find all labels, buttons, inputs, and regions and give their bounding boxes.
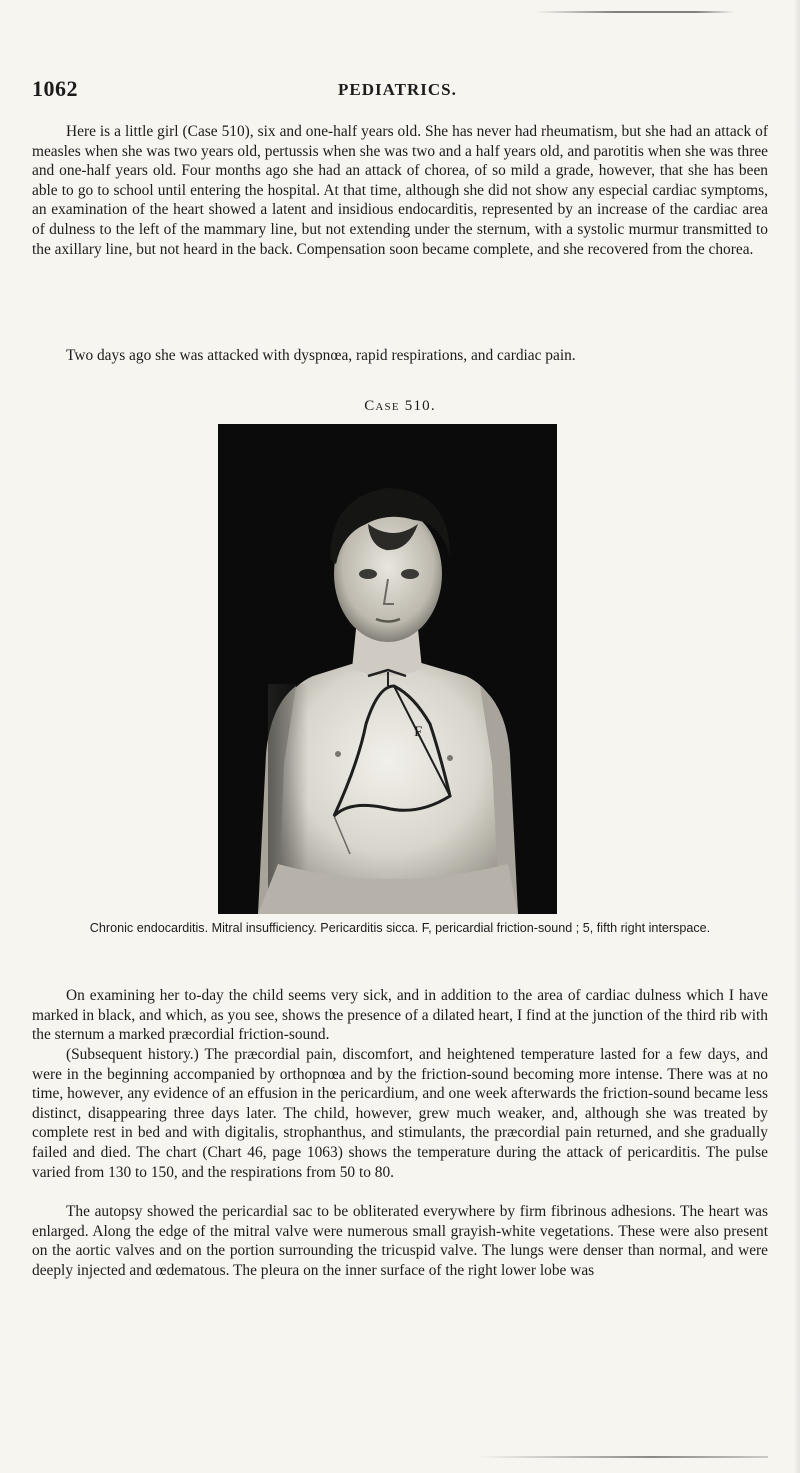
paragraph-examination: On examining her to-day the child seems very sick, and in addition to the area of cardiac dulness which I have marked in black, and which, as you see, shows the presence of a dilated heart, I find at the junction of the third rib with the sternum a marked præcordial friction-sound. (32, 987, 768, 1044)
top-scan-rule (535, 11, 735, 13)
paragraph-present-attack: Two days ago she was attacked with dyspnœa, rapid respirations, and cardiac pain. (66, 347, 576, 364)
page-number: 1062 (32, 76, 78, 101)
paragraph-subsequent-history: (Subsequent history.) The præcordial pain, discomfort, and heightened temperature lasted for a few days, and were in the beginning accompanied by orthopnœa and by the friction-sound becoming more intense. There was at no time, however, any evidence of an effusion in the pericardium, and one week afterwards the friction-sound became less distinct, disappearing three days later. The child, however, grew much weaker, and, although she was treated by complete rest in bed and with digitalis, strophanthus, and stimulants, the præcordial pain returned, and she gradually failed and died. The chart (Chart 46, page 1063) shows the temperature during the attack of pericarditis. The pulse varied from 130 to 150, and the respirations from 50 to 80. (32, 1046, 768, 1181)
bottom-scan-rule (478, 1456, 768, 1458)
patient-photograph (218, 424, 557, 914)
page-edge-shadow (794, 0, 800, 1473)
page-header (32, 76, 772, 106)
figure-caption: Chronic endocarditis. Mitral insufficiency. Pericarditis sicca. F, pericardial friction-sound ; 5, fifth right interspace. (89, 921, 711, 935)
figure-title: Case 510. (364, 398, 436, 414)
running-head: PEDIATRICS. (338, 80, 457, 99)
paragraph-autopsy: The autopsy showed the pericardial sac to be obliterated everywhere by firm fibrinous adhesions. The heart was enlarged. Along the edge of the mitral valve were numerous small grayish-white vegetations. These were also present on the aortic valves and on the portion surrounding the tricuspid valve. The lungs were denser than normal, and were deeply injected and œdematous. The pleura on the inner surface of the right lower lobe was (32, 1203, 768, 1279)
paragraph-case-history: Here is a little girl (Case 510), six and one-half years old. She has never had rheumatism, but she had an attack of measles when she was two years old, pertussis when she was two and a half years old, and parotitis when she was three and one-half years old. Four months ago she had an attack of chorea, of so mild a grade, however, that she has been able to go to school until entering the hospital. At that time, although she did not show any especial cardiac symptoms, an examination of the heart showed a latent and insidious endocarditis, represented by an increase of the cardiac area of dulness to the left of the mammary line, but not extending under the sternum, with a systolic murmur transmitted to the axillary line, but not heard in the back. Compensation soon became complete, and she recovered from the chorea. (32, 123, 768, 258)
patient-photograph-drawing (218, 424, 557, 914)
friction-sound-marker: F (414, 724, 423, 740)
